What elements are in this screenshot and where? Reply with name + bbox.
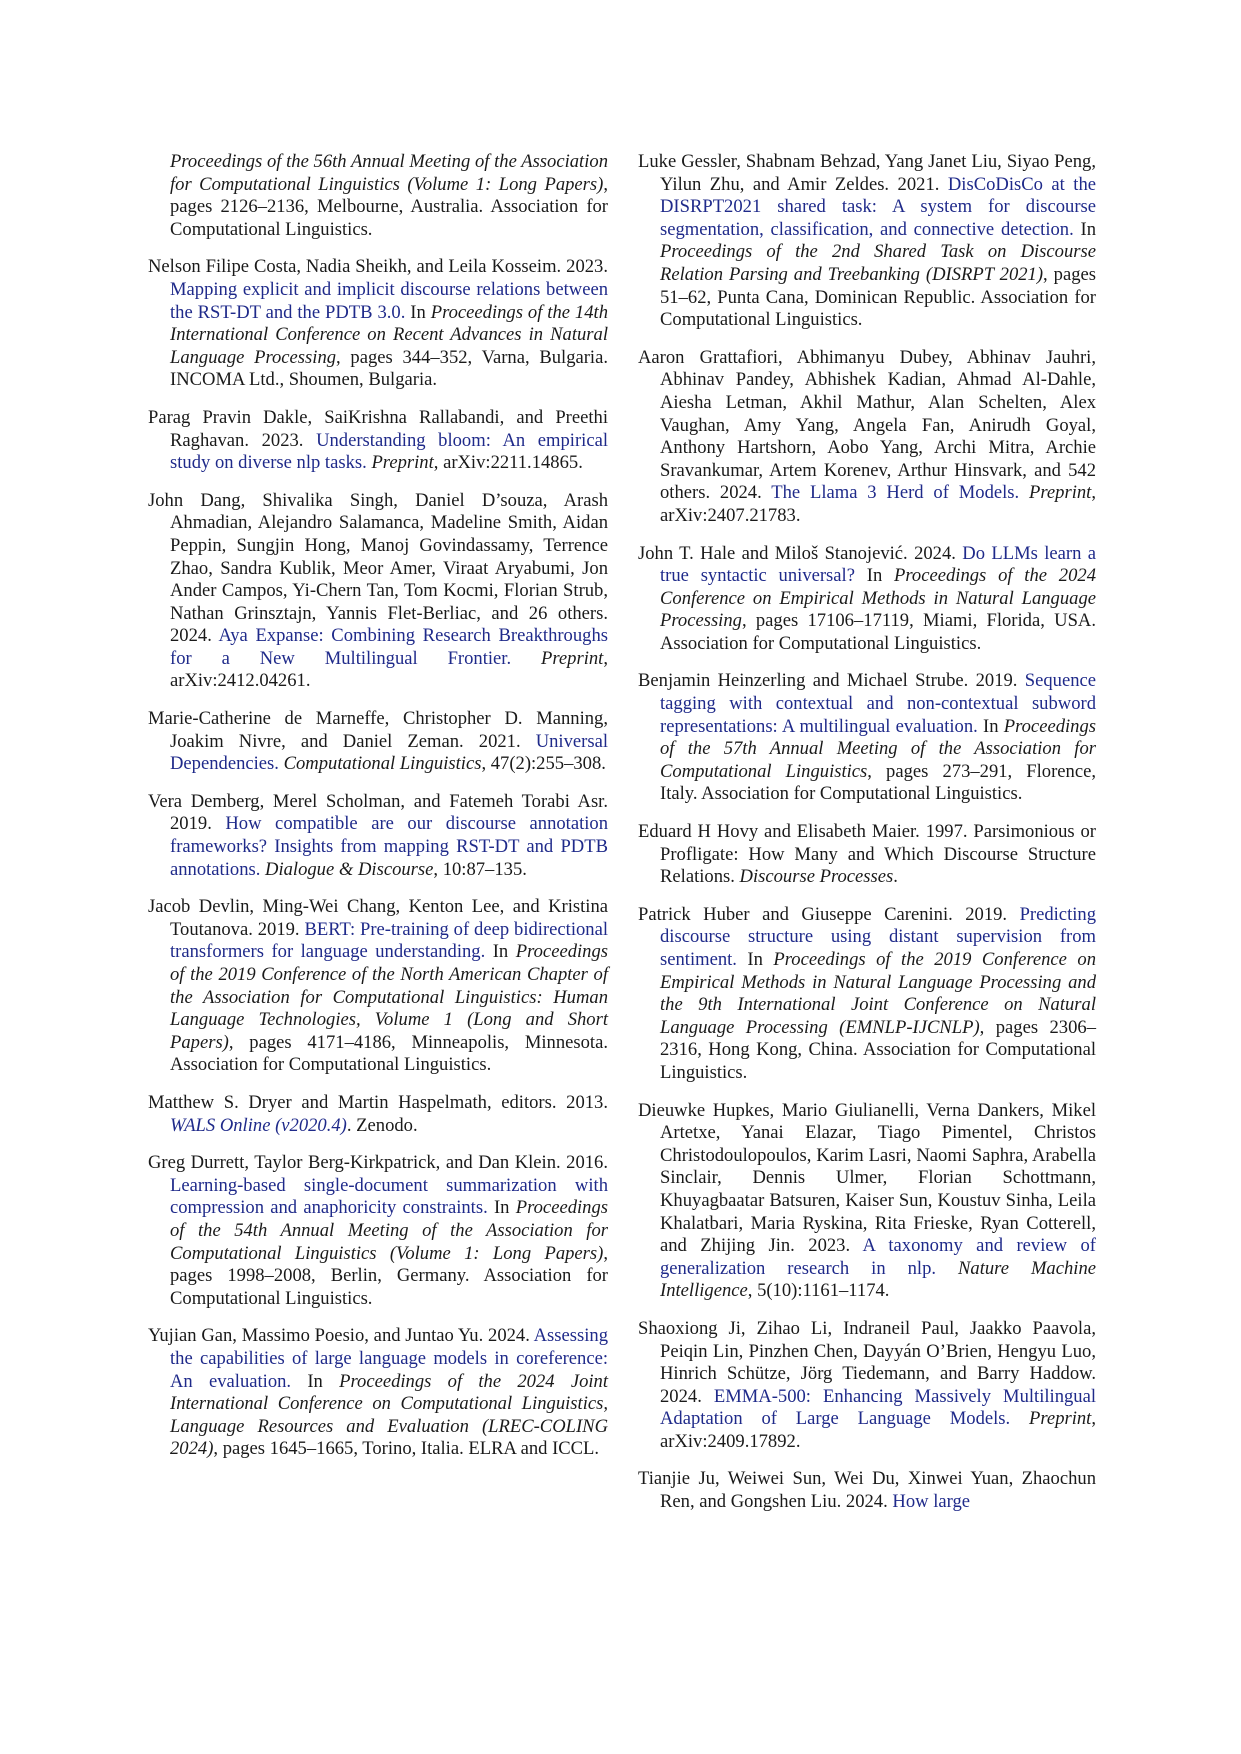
reference-authors-year: Aaron Grattafiori, Abhimanyu Dubey, Abhinav Jauhri, Abhinav Pandey, Abhishek Kadian, Ahmad Al-Dahle, Aiesha Letman, Akhil Mathur, Alan Schelten, Alex Vaughan, Amy Yang, Angela Fan, Anirudh Goyal, Anthony Hartshorn, Aobo Yang, Archi Mitra, Archie Sravankumar, Artem Korenev, Arthur Hinsvark, and 542 others. 2024. <box>638 346 1096 504</box>
reference-authors-year: Greg Durrett, Taylor Berg-Kirkpatrick, and Dan Klein. 2016. <box>148 1152 608 1174</box>
reference-separator: In <box>487 1197 516 1219</box>
reference-authors-year: John Dang, Shivalika Singh, Daniel D’souza, Arash Ahmadian, Alejandro Salamanca, Madeline Smith, Aidan Peppin, Sungjin Hong, Manoj Govindassamy, Terrence Zhao, Sandra Kublik, Meor Amer, Viraat Aryabumi, Jon Ander Campos, Yi-Chern Tan, Tom Kocmi, Florian Strub, Nathan Grinsztajn, Yannis Flet-Berliac, and 26 others. 2024. <box>148 489 608 647</box>
reference-separator <box>936 1258 958 1279</box>
reference-separator: In <box>736 949 774 970</box>
reference-separator: In <box>854 565 895 587</box>
reference-title-link[interactable]: Sequence tagging with contextual and non-contextual subword representations: A multilingual evaluation. <box>660 670 1096 737</box>
reference-entry <box>638 347 1096 528</box>
reference-details: , arXiv:2409.17892. <box>660 1408 1097 1452</box>
reference-venue: Preprint <box>541 647 604 669</box>
reference-venue: Dialogue & Discourse <box>265 858 434 880</box>
reference-separator: In <box>977 715 1004 737</box>
reference-title-link[interactable]: A taxonomy and review of generalization research in nlp. <box>660 1235 1096 1279</box>
reference-venue: Proceedings of the 2024 Conference on Empirical Methods in Natural Language Processing <box>660 565 1096 632</box>
reference-title-link[interactable]: Assessing the capabilities of large language models in coreference: An evaluation. <box>170 1325 608 1392</box>
reference-separator: In <box>291 1370 340 1392</box>
reference-details: , pages 2306–2316, Hong Kong, China. Association for Computational Linguistics. <box>660 1016 1096 1083</box>
reference-details: , pages 1645–1665, Torino, Italia. ELRA and ICCL. <box>213 1438 600 1460</box>
reference-separator: In <box>405 301 431 323</box>
reference-entry <box>638 543 1096 656</box>
reference-separator: In <box>1073 218 1096 240</box>
reference-separator: In <box>485 941 516 963</box>
reference-entry <box>638 670 1096 806</box>
reference-venue: Proceedings of the 57th Annual Meeting of the Association for Computational Linguistics <box>660 715 1096 782</box>
reference-title-link[interactable]: WALS Online (v2020.4) <box>170 1114 347 1136</box>
reference-entry <box>148 490 608 693</box>
reference-details: , arXiv:2211.14865. <box>433 452 583 474</box>
reference-venue: Proceedings of the 2019 Conference on Empirical Methods in Natural Language Processing and the 9th International Joint Conference on Natural Language Processing (EMNLP-IJCNLP) <box>660 949 1096 1038</box>
reference-title-link[interactable]: Universal Dependencies. <box>170 730 608 775</box>
reference-venue: Proceedings of the 56th Annual Meeting of the Association for Computational Linguistics (Volume 1: Long Papers) <box>170 151 608 195</box>
reference-title-link[interactable]: BERT: Pre-training of deep bidirectional transformers for language understanding. <box>170 918 608 963</box>
reference-authors-year: Vera Demberg, Merel Scholman, and Fatemeh Torabi Asr. 2019. <box>148 790 608 835</box>
reference-title-link[interactable]: Predicting discourse structure using distant supervision from sentiment. <box>660 903 1096 970</box>
reference-details: , pages 344–352, Varna, Bulgaria. INCOMA Ltd., Shoumen, Bulgaria. <box>170 346 608 391</box>
reference-title-link[interactable]: Aya Expanse: Combining Research Breakthroughs for a New Multilingual Frontier. <box>170 625 608 669</box>
reference-entry-continued <box>148 151 608 241</box>
reference-entry <box>638 151 1096 332</box>
reference-details: , arXiv:2407.21783. <box>660 482 1096 526</box>
reference-details: , 47(2):255–308. <box>481 753 606 775</box>
reference-authors-year: John T. Hale and Miloš Stanojević. 2024. <box>638 542 963 564</box>
reference-entry <box>638 1318 1096 1454</box>
reference-details: , pages 2126–2136, Melbourne, Australia. Association for Computational Linguistics. <box>170 173 608 240</box>
reference-authors-year: Dieuwke Hupkes, Mario Giulianelli, Verna Dankers, Mikel Artetxe, Yanai Elazar, Tiago Pimentel, Christos Christodoulopoulos, Karim Lasri, Naomi Saphra, Arabella Sinclair, Dennis Ulmer, Florian Schottmann, Khuyagbaatar Batsuren, Kaiser Sun, Koustuv Sinha, Leila Khalatbari, Maria Ryskina, Rita Frieske, Ryan Cotterell, and Zhijing Jin. 2023. <box>638 1099 1096 1257</box>
reference-separator <box>511 648 541 669</box>
reference-authors-year: Luke Gessler, Shabnam Behzad, Yang Janet Liu, Siyao Peng, Yilun Zhu, and Amir Zeldes. 2021. <box>638 151 1096 195</box>
reference-authors-year: Shaoxiong Ji, Zihao Li, Indraneil Paul, Jaakko Paavola, Peiqin Lin, Pinzhen Chen, Dayyán O’Brien, Hengyu Luo, Hinrich Schütze, Jörg Tiedemann, and Barry Haddow. 2024. <box>638 1317 1096 1407</box>
reference-authors-year: Parag Pravin Dakle, SaiKrishna Rallabandi, and Preethi Raghavan. 2023. <box>148 406 608 451</box>
reference-details: , pages 51–62, Punta Cana, Dominican Republic. Association for Computational Linguistics. <box>660 263 1096 331</box>
reference-separator <box>1019 482 1029 503</box>
reference-details: , arXiv:2412.04261. <box>170 647 608 692</box>
reference-title-link[interactable]: Learning-based single-document summarization with compression and anaphoricity constraints. <box>170 1174 608 1219</box>
reference-venue: Preprint <box>1029 482 1092 504</box>
reference-entry <box>638 1468 1096 1513</box>
reference-separator <box>1010 1408 1029 1429</box>
reference-entry <box>148 1152 608 1310</box>
reference-authors-year: Eduard H Hovy and Elisabeth Maier. 1997. Parsimonious or Profligate: How Many and Which Discourse Structure Relations. <box>638 821 1096 888</box>
reference-venue: Computational Linguistics <box>283 753 482 775</box>
reference-entry <box>148 1325 608 1461</box>
reference-details: , pages 273–291, Florence, Italy. Association for Computational Linguistics. <box>660 760 1096 805</box>
reference-details: , 10:87–135. <box>433 858 527 880</box>
reference-authors-year: Jacob Devlin, Ming-Wei Chang, Kenton Lee, and Kristina Toutanova. 2019. <box>148 896 608 940</box>
reference-details: , pages 17106–17119, Miami, Florida, USA. Association for Computational Linguistics. <box>660 610 1096 654</box>
reference-details: , pages 4171–4186, Minneapolis, Minnesota. Association for Computational Linguistics. <box>170 1031 608 1076</box>
reference-authors-year: Patrick Huber and Giuseppe Carenini. 2019. <box>638 903 1020 925</box>
reference-details: . Zenodo. <box>346 1114 418 1136</box>
reference-venue: Discourse Processes <box>739 866 894 888</box>
reference-entry <box>148 256 608 392</box>
reference-authors-year: Marie-Catherine de Marneffe, Christopher D. Manning, Joakim Nivre, and Daniel Zeman. 2021. <box>148 708 608 752</box>
reference-venue: Proceedings of the 2024 Joint International Conference on Computational Linguistics, Language Resources and Evaluation (LREC-COLING 2024) <box>170 1370 608 1460</box>
reference-entry <box>148 791 608 881</box>
reference-title-link[interactable]: Understanding bloom: An empirical study on diverse nlp tasks. <box>170 429 608 474</box>
reference-authors-year: Yujian Gan, Massimo Poesio, and Juntao Yu. 2024. <box>148 1325 534 1347</box>
reference-venue: Nature Machine Intelligence <box>660 1257 1096 1302</box>
reference-entry <box>148 708 608 776</box>
reference-authors-year: Matthew S. Dryer and Martin Haspelmath, editors. 2013. <box>148 1091 608 1113</box>
reference-entry <box>148 1092 608 1137</box>
reference-details: . <box>893 866 898 888</box>
reference-title-link[interactable]: EMMA-500: Enhancing Massively Multilingual Adaptation of Large Language Models. <box>660 1385 1096 1430</box>
reference-details: , 5(10):1161–1174. <box>747 1280 890 1302</box>
reference-entry <box>638 821 1096 889</box>
reference-venue: Proceedings of the 2nd Shared Task on Discourse Relation Parsing and Treebanking (DISRPT 2021) <box>660 241 1096 285</box>
reference-venue: Proceedings of the 14th International Conference on Recent Advances in Natural Language Processing <box>170 301 608 368</box>
reference-authors-year: Nelson Filipe Costa, Nadia Sheikh, and Leila Kosseim. 2023. <box>148 256 608 278</box>
reference-venue: Proceedings of the 54th Annual Meeting of the Association for Computational Linguistics (Volume 1: Long Papers) <box>170 1197 608 1264</box>
reference-title-link[interactable]: The Llama 3 Herd of Models. <box>771 482 1020 504</box>
reference-entry <box>638 1100 1096 1303</box>
reference-entry <box>638 904 1096 1085</box>
references-column-right <box>638 151 1096 1529</box>
reference-venue: Preprint <box>1029 1408 1092 1430</box>
reference-title-link[interactable]: Do LLMs learn a true syntactic universal? <box>660 542 1096 587</box>
reference-title-link[interactable]: Mapping explicit and implicit discourse relations between the RST-DT and the PDTB 3.0. <box>170 278 608 323</box>
reference-authors-year: Benjamin Heinzerling and Michael Strube. 2019. <box>638 670 1025 692</box>
reference-authors-year: Tianjie Ju, Weiwei Sun, Wei Du, Xinwei Yuan, Zhaochun Ren, and Gongshen Liu. 2024. <box>638 1468 1096 1513</box>
reference-title-link[interactable]: DisCoDisCo at the DISRPT2021 shared task: A system for discourse segmentation, classification, and connective detection. <box>660 173 1096 240</box>
reference-details: , pages 1998–2008, Berlin, Germany. Association for Computational Linguistics. <box>170 1242 608 1309</box>
reference-venue: Proceedings of the 2019 Conference of the North American Chapter of the Association for Computational Linguistics: Human Language Technologies, Volume 1 (Long and Short Papers) <box>170 941 608 1053</box>
reference-entry <box>148 896 608 1077</box>
reference-title-link[interactable]: How compatible are our discourse annotation frameworks? Insights from mapping RST-DT and PDTB annotations. <box>170 813 609 880</box>
reference-title-link[interactable]: How large <box>892 1491 971 1513</box>
reference-venue: Preprint <box>371 452 434 474</box>
references-column-left <box>148 151 608 1476</box>
reference-entry <box>148 407 608 475</box>
